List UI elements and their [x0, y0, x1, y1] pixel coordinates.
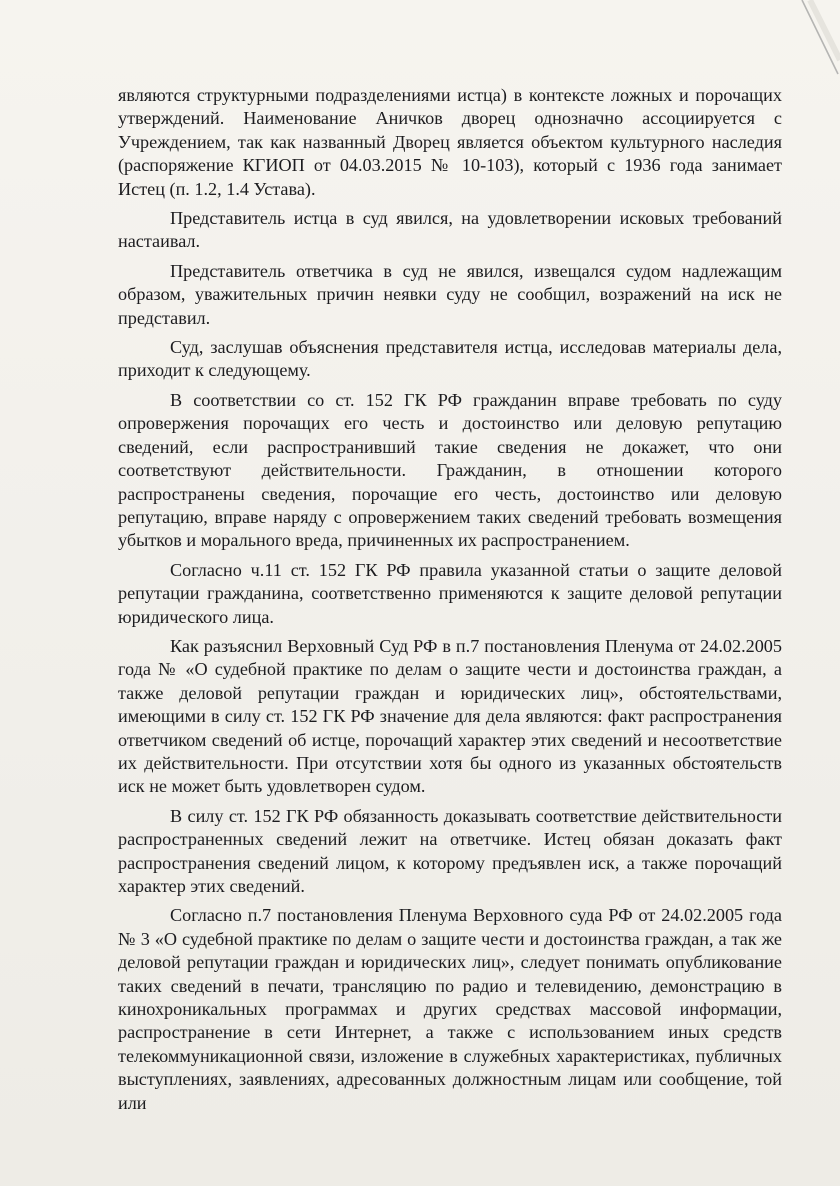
document-body [118, 84, 782, 1121]
paragraph-8: В силу ст. 152 ГК РФ обязанность доказывать соответствие действительности распространенных сведений лежит на ответчике. Истец обязан доказать факт распространения сведений лицом, к которому предъявлен иск, а также порочащий характер этих сведений. [118, 805, 782, 896]
paragraph-5: В соответствии со ст. 152 ГК РФ гражданин вправе требовать по суду опровержения порочащих его честь и достоинство или деловую репутацию сведений, если распространивший такие сведения не докажет, что они соответствуют действительности. Гражданин, в отношении которого распространены сведения, порочащие его честь, достоинство или деловую репутацию, вправе наряду с опровержением таких сведений требовать возмещения убытков и морального вреда, причиненных их распространением. [118, 389, 782, 551]
paragraph-9: Согласно п.7 постановления Пленума Верховного суда РФ от 24.02.2005 года № 3 «О судебной практике по делам о защите чести и достоинства граждан, а так же деловой репутации граждан и юридических лиц», следует понимать опубликование таких сведений в печати, трансляцию по радио и телевидению, демонстрацию в кинохроникальных программах и других средствах массовой информации, распространение в сети Интернет, а также с использованием иных средств телекоммуникационной связи, изложение в служебных характеристиках, публичных выступлениях, заявлениях, адресованных должностным лицам или сообщение, той или [118, 905, 782, 1113]
paragraph-6: Согласно ч.11 ст. 152 ГК РФ правила указанной статьи о защите деловой репутации гражданина, соответственно применяются к защите деловой репутации юридического лица. [118, 559, 782, 627]
paragraph-2: Представитель истца в суд явился, на удовлетворении исковых требований настаивал. [118, 208, 782, 252]
paragraph-7: Как разъяснил Верховный Суд РФ в п.7 постановления Пленума от 24.02.2005 года № «О судебной практике по делам о защите чести и достоинства граждан, а также деловой репутации граждан и юридических лиц», обстоятельствами, имеющими в силу ст. 152 ГК РФ значение для дела являются: факт распространения ответчиком сведений об истце, порочащий характер этих сведений и несоответствие их действительности. При отсутствии хотя бы одного из указанных обстоятельств иск не может быть удовлетворен судом. [118, 635, 782, 797]
paragraph-3: Представитель ответчика в суд не явился, извещался судом надлежащим образом, уважительных причин неявки суду не сообщил, возражений на иск не представил. [118, 260, 782, 328]
paragraph-4: Суд, заслушав объяснения представителя истца, исследовав материалы дела, приходит к следующему. [118, 337, 782, 381]
paragraph-1: являются структурными подразделениями истца) в контексте ложных и порочащих утверждений. Наименование Аничков дворец однозначно ассоциируется с Учреждением, так как названный Дворец является объектом культурного наследия (распоряжение КГИОП от 04.03.2015 № 10-103), который с 1936 года занимает Истец (п. 1.2, 1.4 Устава). [118, 85, 782, 199]
